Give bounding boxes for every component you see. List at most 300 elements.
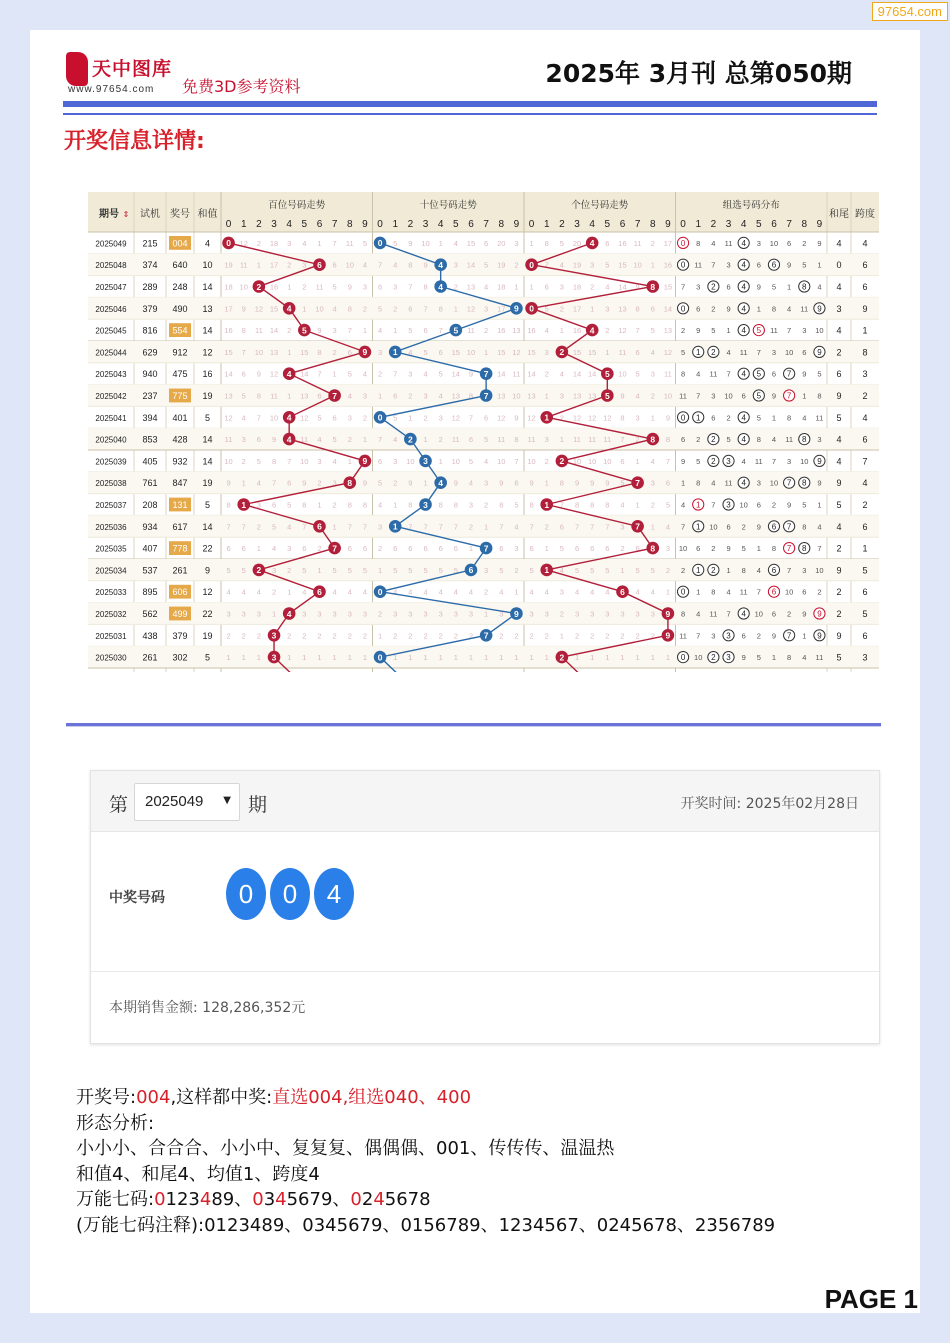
missing-count: 1 bbox=[408, 413, 413, 423]
trend-ball-digit: 1 bbox=[544, 412, 550, 423]
missing-count: 4 bbox=[377, 326, 383, 336]
missing-count: 1 bbox=[665, 653, 671, 663]
missing-count: 12 bbox=[300, 413, 309, 423]
group-missing: 5 bbox=[741, 544, 746, 554]
missing-count: 1 bbox=[287, 347, 292, 357]
trend-ball-digit: 2 bbox=[559, 456, 565, 467]
missing-count: 3 bbox=[241, 435, 246, 445]
group-missing: 1 bbox=[802, 391, 807, 401]
group-missing: 11 bbox=[709, 369, 718, 379]
missing-count: 5 bbox=[544, 304, 549, 314]
missing-count: 5 bbox=[347, 369, 352, 379]
missing-count: 4 bbox=[332, 456, 337, 466]
missing-count: 14 bbox=[497, 369, 506, 379]
missing-count: 5 bbox=[423, 565, 428, 575]
missing-count: 1 bbox=[499, 653, 504, 663]
winning-ball: 4 bbox=[314, 868, 354, 920]
missing-count: 14 bbox=[588, 369, 597, 379]
missing-count: 12 bbox=[618, 326, 627, 336]
group-missing: 11 bbox=[694, 260, 703, 270]
row-prize: 932 bbox=[172, 456, 188, 467]
row-trial: 215 bbox=[142, 238, 158, 249]
group-missing: 6 bbox=[680, 435, 686, 445]
group-digit: 7 bbox=[786, 369, 792, 379]
trend-ball-digit: 2 bbox=[256, 281, 262, 292]
missing-count: 5 bbox=[605, 565, 610, 575]
missing-count: 12 bbox=[512, 347, 521, 357]
missing-count: 10 bbox=[345, 260, 354, 270]
missing-count: 3 bbox=[302, 609, 307, 619]
missing-count: 4 bbox=[332, 304, 337, 314]
group-missing: 9 bbox=[817, 478, 822, 488]
missing-count: 1 bbox=[256, 653, 261, 663]
group-digit: 7 bbox=[786, 544, 792, 554]
row-trial: 261 bbox=[142, 652, 158, 663]
missing-count: 3 bbox=[377, 347, 383, 357]
row-tail: 2 bbox=[836, 543, 842, 554]
group-digit: 5 bbox=[756, 369, 762, 379]
missing-count: 2 bbox=[559, 304, 564, 314]
missing-count: 16 bbox=[269, 282, 279, 292]
missing-count: 11 bbox=[254, 326, 263, 336]
group-missing: 4 bbox=[711, 238, 716, 248]
sort-icon[interactable]: ⇕ bbox=[122, 210, 130, 219]
missing-count: 6 bbox=[574, 544, 580, 554]
missing-count: 8 bbox=[620, 413, 625, 423]
trend-ball-digit: 2 bbox=[408, 434, 413, 445]
row-period: 2025046 bbox=[95, 304, 127, 314]
winning-number-label: 中奖号码 bbox=[109, 890, 165, 906]
missing-count: 3 bbox=[332, 326, 337, 336]
group-missing: 1 bbox=[726, 565, 731, 575]
missing-count: 4 bbox=[468, 587, 474, 597]
missing-count: 2 bbox=[317, 478, 322, 488]
logo-name: 天中图库 bbox=[92, 58, 173, 80]
missing-count: 19 bbox=[224, 260, 233, 270]
missing-count: 9 bbox=[408, 238, 413, 248]
missing-count: 5 bbox=[574, 565, 580, 575]
trend-ball-digit: 0 bbox=[377, 412, 383, 423]
group-digit: 9 bbox=[817, 347, 822, 357]
missing-count: 2 bbox=[362, 413, 368, 423]
row-prize: 131 bbox=[172, 500, 188, 510]
missing-count: 3 bbox=[393, 282, 398, 292]
missing-count: 5 bbox=[590, 565, 595, 575]
missing-count: 17 bbox=[497, 304, 506, 314]
period-select-value: 2025049 bbox=[145, 793, 204, 810]
missing-count: 5 bbox=[362, 238, 368, 248]
seven-code-digit: 5679 bbox=[286, 1189, 333, 1210]
group-missing: 3 bbox=[802, 326, 807, 336]
row-prize: 499 bbox=[172, 609, 188, 619]
missing-count: 9 bbox=[665, 413, 671, 423]
group-digit: 2 bbox=[711, 653, 716, 663]
missing-count: 10 bbox=[254, 347, 264, 357]
period-suffix: 期 bbox=[248, 794, 268, 816]
row-span: 7 bbox=[862, 456, 868, 467]
lottery-result-panel bbox=[90, 770, 880, 1044]
row-period: 2025032 bbox=[95, 610, 127, 619]
missing-count: 1 bbox=[544, 478, 549, 488]
trend-ball-digit: 7 bbox=[483, 369, 489, 379]
missing-count: 15 bbox=[572, 347, 582, 357]
row-period: 2025041 bbox=[95, 413, 127, 423]
logo-mark-icon bbox=[66, 52, 88, 86]
row-span: 6 bbox=[862, 260, 868, 271]
header-period: 期号 bbox=[99, 209, 119, 220]
missing-count: 2 bbox=[544, 631, 549, 641]
group-missing: 2 bbox=[787, 609, 792, 619]
missing-count: 1 bbox=[544, 653, 549, 663]
group-missing: 11 bbox=[679, 391, 687, 401]
missing-count: 12 bbox=[224, 413, 233, 423]
missing-count: 2 bbox=[393, 304, 398, 314]
digit-header: 2 bbox=[559, 219, 565, 230]
missing-count: 9 bbox=[620, 391, 625, 401]
missing-count: 4 bbox=[529, 587, 534, 597]
missing-count: 11 bbox=[315, 282, 324, 292]
row-trial: 562 bbox=[142, 609, 158, 619]
missing-count: 7 bbox=[287, 456, 292, 466]
group-missing: 4 bbox=[711, 478, 716, 488]
missing-count: 1 bbox=[635, 456, 640, 466]
missing-count: 1 bbox=[620, 653, 625, 663]
missing-count: 17 bbox=[224, 304, 233, 314]
digit-header: 0 bbox=[680, 219, 686, 230]
missing-count: 2 bbox=[271, 587, 277, 597]
missing-count: 10 bbox=[406, 456, 415, 466]
missing-count: 3 bbox=[650, 478, 655, 488]
header-prize: 奖号 bbox=[170, 209, 190, 220]
row-span: 6 bbox=[862, 587, 868, 598]
group-missing: 6 bbox=[696, 304, 701, 314]
group-digit: 0 bbox=[680, 304, 686, 314]
group-missing: 5 bbox=[680, 347, 686, 357]
missing-count: 3 bbox=[590, 260, 595, 270]
group-missing: 4 bbox=[726, 347, 731, 357]
missing-count: 9 bbox=[226, 478, 231, 488]
row-span: 5 bbox=[862, 609, 868, 619]
row-sum: 14 bbox=[202, 282, 213, 292]
row-period: 2025036 bbox=[95, 522, 127, 532]
missing-count: 5 bbox=[226, 565, 231, 575]
missing-count: 3 bbox=[438, 609, 443, 619]
missing-count: 8 bbox=[256, 391, 261, 401]
digit-header: 8 bbox=[649, 219, 656, 230]
group-digit: 2 bbox=[711, 282, 716, 292]
group-missing: 6 bbox=[802, 347, 807, 357]
missing-count: 15 bbox=[451, 347, 460, 357]
missing-count: 7 bbox=[408, 282, 413, 292]
missing-count: 10 bbox=[618, 369, 627, 379]
row-period: 2025047 bbox=[95, 283, 127, 292]
row-prize: 261 bbox=[172, 565, 188, 576]
missing-count: 10 bbox=[633, 260, 642, 270]
missing-count: 3 bbox=[544, 435, 549, 445]
group-missing: 1 bbox=[726, 326, 731, 336]
missing-count: 4 bbox=[271, 544, 277, 554]
missing-count: 13 bbox=[512, 326, 521, 336]
group-missing: 4 bbox=[802, 413, 807, 423]
missing-count: 16 bbox=[663, 260, 673, 270]
missing-count: 2 bbox=[514, 565, 519, 575]
missing-count: 3 bbox=[605, 609, 610, 619]
missing-count: 2 bbox=[635, 631, 640, 641]
missing-count: 4 bbox=[635, 587, 640, 597]
group-missing: 10 bbox=[769, 478, 779, 488]
missing-count: 5 bbox=[423, 347, 428, 357]
group-missing: 2 bbox=[756, 631, 761, 641]
group-missing: 11 bbox=[800, 304, 809, 314]
missing-count: 8 bbox=[665, 435, 671, 445]
missing-count: 1 bbox=[559, 435, 564, 445]
missing-count: 2 bbox=[544, 456, 549, 466]
group-digit: 1 bbox=[695, 500, 701, 510]
missing-count: 6 bbox=[408, 544, 413, 554]
missing-count: 7 bbox=[468, 413, 474, 423]
row-prize: 248 bbox=[172, 282, 188, 292]
missing-count: 6 bbox=[453, 544, 458, 554]
missing-count: 5 bbox=[650, 565, 655, 575]
row-period: 2025048 bbox=[95, 261, 127, 271]
trend-chart-svg bbox=[88, 192, 879, 672]
group-digit: 5 bbox=[756, 326, 762, 336]
group-missing: 6 bbox=[741, 391, 746, 401]
row-sum: 14 bbox=[202, 521, 213, 532]
missing-count: 8 bbox=[499, 500, 504, 510]
missing-count: 9 bbox=[635, 282, 640, 292]
row-tail: 4 bbox=[836, 456, 842, 467]
group-missing: 11 bbox=[815, 413, 824, 423]
group-missing: 7 bbox=[726, 369, 731, 379]
site-badge[interactable]: 97654.com bbox=[872, 2, 948, 21]
missing-count: 1 bbox=[544, 391, 549, 401]
missing-count: 2 bbox=[317, 544, 322, 554]
group-missing: 9 bbox=[787, 260, 792, 270]
row-trial: 940 bbox=[142, 369, 158, 380]
missing-count: 3 bbox=[468, 500, 474, 510]
missing-count: 1 bbox=[408, 653, 413, 663]
group-missing: 10 bbox=[739, 500, 748, 510]
trend-ball-digit: 9 bbox=[362, 347, 368, 358]
row-trial: 934 bbox=[142, 521, 158, 532]
row-period: 2025031 bbox=[95, 631, 127, 641]
missing-count: 2 bbox=[302, 282, 307, 292]
missing-count: 6 bbox=[362, 544, 368, 554]
row-tail: 5 bbox=[836, 412, 842, 423]
trend-ball-digit: 4 bbox=[286, 434, 292, 445]
missing-count: 2 bbox=[544, 369, 549, 379]
trend-ball-digit: 0 bbox=[377, 652, 383, 663]
missing-count: 16 bbox=[224, 326, 233, 336]
row-sum: 19 bbox=[202, 391, 213, 401]
group-missing: 9 bbox=[680, 456, 686, 466]
missing-count: 1 bbox=[302, 304, 307, 314]
missing-count: 4 bbox=[453, 587, 458, 597]
missing-count: 1 bbox=[484, 653, 489, 663]
group-title: 十位号码走势 bbox=[419, 200, 477, 211]
missing-count: 2 bbox=[559, 413, 564, 423]
missing-count: 13 bbox=[618, 304, 627, 314]
missing-count: 9 bbox=[468, 369, 474, 379]
missing-count: 8 bbox=[590, 500, 595, 510]
missing-count: 15 bbox=[497, 347, 506, 357]
missing-count: 4 bbox=[499, 587, 504, 597]
missing-count: 11 bbox=[618, 347, 627, 357]
missing-count: 3 bbox=[256, 609, 261, 619]
group-missing: 3 bbox=[726, 260, 731, 270]
missing-count: 15 bbox=[527, 347, 536, 357]
digit-header: 3 bbox=[271, 219, 277, 230]
missing-count: 3 bbox=[332, 478, 337, 488]
missing-count: 2 bbox=[393, 631, 398, 641]
seven-code-digit: 2 bbox=[361, 1189, 374, 1210]
digit-header: 0 bbox=[377, 219, 383, 230]
prize-label: 开奖号: bbox=[76, 1087, 137, 1108]
seven-code-digit: 0 bbox=[154, 1189, 166, 1210]
missing-count: 1 bbox=[347, 653, 352, 663]
missing-count: 9 bbox=[302, 478, 307, 488]
trend-ball-digit: 0 bbox=[377, 587, 383, 597]
missing-count: 9 bbox=[317, 326, 322, 336]
missing-count: 7 bbox=[347, 522, 352, 532]
missing-count: 10 bbox=[497, 456, 506, 466]
missing-count: 7 bbox=[620, 435, 625, 445]
period-select[interactable] bbox=[134, 783, 240, 821]
group-digit: 7 bbox=[786, 522, 792, 532]
digit-header: 2 bbox=[407, 219, 414, 230]
group-missing: 2 bbox=[696, 435, 701, 445]
missing-count: 16 bbox=[497, 326, 506, 336]
row-span: 3 bbox=[862, 652, 868, 663]
missing-count: 1 bbox=[347, 456, 352, 466]
group-digit: 4 bbox=[741, 326, 746, 336]
row-prize: 912 bbox=[172, 347, 188, 358]
group-missing: 11 bbox=[724, 238, 733, 248]
group-title: 百位号码走势 bbox=[268, 200, 326, 211]
row-span: 4 bbox=[862, 478, 868, 489]
row-period: 2025037 bbox=[95, 501, 127, 510]
group-digit: 8 bbox=[802, 544, 807, 554]
group-missing: 3 bbox=[756, 478, 761, 488]
missing-count: 1 bbox=[650, 260, 655, 270]
missing-count: 11 bbox=[270, 391, 278, 401]
group-missing: 6 bbox=[787, 238, 792, 248]
missing-count: 2 bbox=[665, 565, 671, 575]
missing-count: 4 bbox=[635, 391, 640, 401]
trend-ball-digit: 7 bbox=[635, 478, 640, 488]
group-missing: 7 bbox=[711, 500, 716, 510]
trend-ball-digit: 7 bbox=[483, 630, 489, 641]
missing-count: 2 bbox=[590, 631, 595, 641]
missing-count: 8 bbox=[453, 500, 458, 510]
missing-count: 4 bbox=[256, 587, 261, 597]
digit-header: 1 bbox=[543, 219, 550, 230]
missing-count: 6 bbox=[347, 544, 352, 554]
group-missing: 2 bbox=[741, 522, 746, 532]
missing-count: 3 bbox=[332, 609, 337, 619]
missing-count: 1 bbox=[287, 282, 292, 292]
missing-count: 1 bbox=[393, 326, 398, 336]
digit-header: 1 bbox=[392, 219, 399, 230]
missing-count: 10 bbox=[239, 282, 248, 292]
missing-count: 6 bbox=[559, 522, 564, 532]
group-missing: 6 bbox=[726, 522, 731, 532]
group-missing: 10 bbox=[769, 238, 779, 248]
missing-count: 2 bbox=[377, 369, 383, 379]
slogan: 免费3D参考资料 bbox=[182, 77, 301, 96]
row-trial: 895 bbox=[142, 587, 158, 598]
group-digit: 2 bbox=[711, 347, 716, 357]
group-missing: 2 bbox=[680, 565, 686, 575]
missing-count: 1 bbox=[423, 478, 428, 488]
missing-count: 2 bbox=[226, 631, 231, 641]
analysis-line-stats: 和值4、和尾4、均值1、跨度4 bbox=[76, 1163, 320, 1185]
missing-count: 2 bbox=[514, 260, 519, 270]
missing-count: 3 bbox=[650, 369, 655, 379]
missing-count: 5 bbox=[529, 565, 534, 575]
group-missing: 9 bbox=[771, 631, 777, 641]
missing-count: 11 bbox=[603, 435, 612, 445]
group-missing: 1 bbox=[680, 478, 686, 488]
digit-header: 6 bbox=[619, 219, 626, 230]
missing-count: 2 bbox=[484, 326, 489, 336]
missing-count: 8 bbox=[226, 500, 231, 510]
missing-count: 2 bbox=[650, 391, 655, 401]
missing-count: 6 bbox=[620, 456, 625, 466]
missing-count: 5 bbox=[317, 413, 322, 423]
trend-ball-digit: 6 bbox=[317, 521, 322, 532]
missing-count: 3 bbox=[590, 609, 595, 619]
missing-count: 5 bbox=[650, 326, 655, 336]
missing-count: 1 bbox=[559, 326, 564, 336]
missing-count: 11 bbox=[300, 435, 309, 445]
missing-count: 6 bbox=[605, 544, 610, 554]
row-span: 6 bbox=[862, 282, 868, 292]
missing-count: 14 bbox=[224, 369, 233, 379]
group-missing: 2 bbox=[817, 587, 822, 597]
missing-count: 9 bbox=[499, 478, 504, 488]
missing-count: 4 bbox=[620, 500, 625, 510]
group-digit: 4 bbox=[741, 369, 746, 379]
group-missing: 9 bbox=[802, 609, 807, 619]
missing-count: 4 bbox=[393, 587, 398, 597]
group-missing: 6 bbox=[696, 544, 701, 554]
missing-count: 4 bbox=[514, 522, 519, 532]
missing-count: 7 bbox=[499, 522, 504, 532]
group-missing: 6 bbox=[741, 631, 746, 641]
missing-count: 5 bbox=[393, 238, 398, 248]
missing-count: 8 bbox=[605, 500, 610, 510]
group-missing: 6 bbox=[756, 500, 761, 510]
missing-count: 15 bbox=[224, 347, 233, 357]
group-missing: 9 bbox=[696, 326, 701, 336]
trend-ball-digit: 7 bbox=[483, 390, 489, 401]
missing-count: 13 bbox=[466, 282, 476, 292]
trend-ball-digit: 8 bbox=[347, 478, 353, 488]
missing-count: 7 bbox=[347, 326, 352, 336]
missing-count: 2 bbox=[620, 631, 625, 641]
row-prize: 401 bbox=[172, 412, 188, 423]
missing-count: 6 bbox=[423, 544, 428, 554]
row-tail: 4 bbox=[836, 521, 842, 532]
missing-count: 6 bbox=[226, 544, 231, 554]
digit-header: 5 bbox=[604, 219, 611, 230]
missing-count: 14 bbox=[527, 369, 536, 379]
missing-count: 1 bbox=[287, 391, 292, 401]
group-missing: 2 bbox=[680, 326, 686, 336]
group-missing: 8 bbox=[680, 609, 686, 619]
